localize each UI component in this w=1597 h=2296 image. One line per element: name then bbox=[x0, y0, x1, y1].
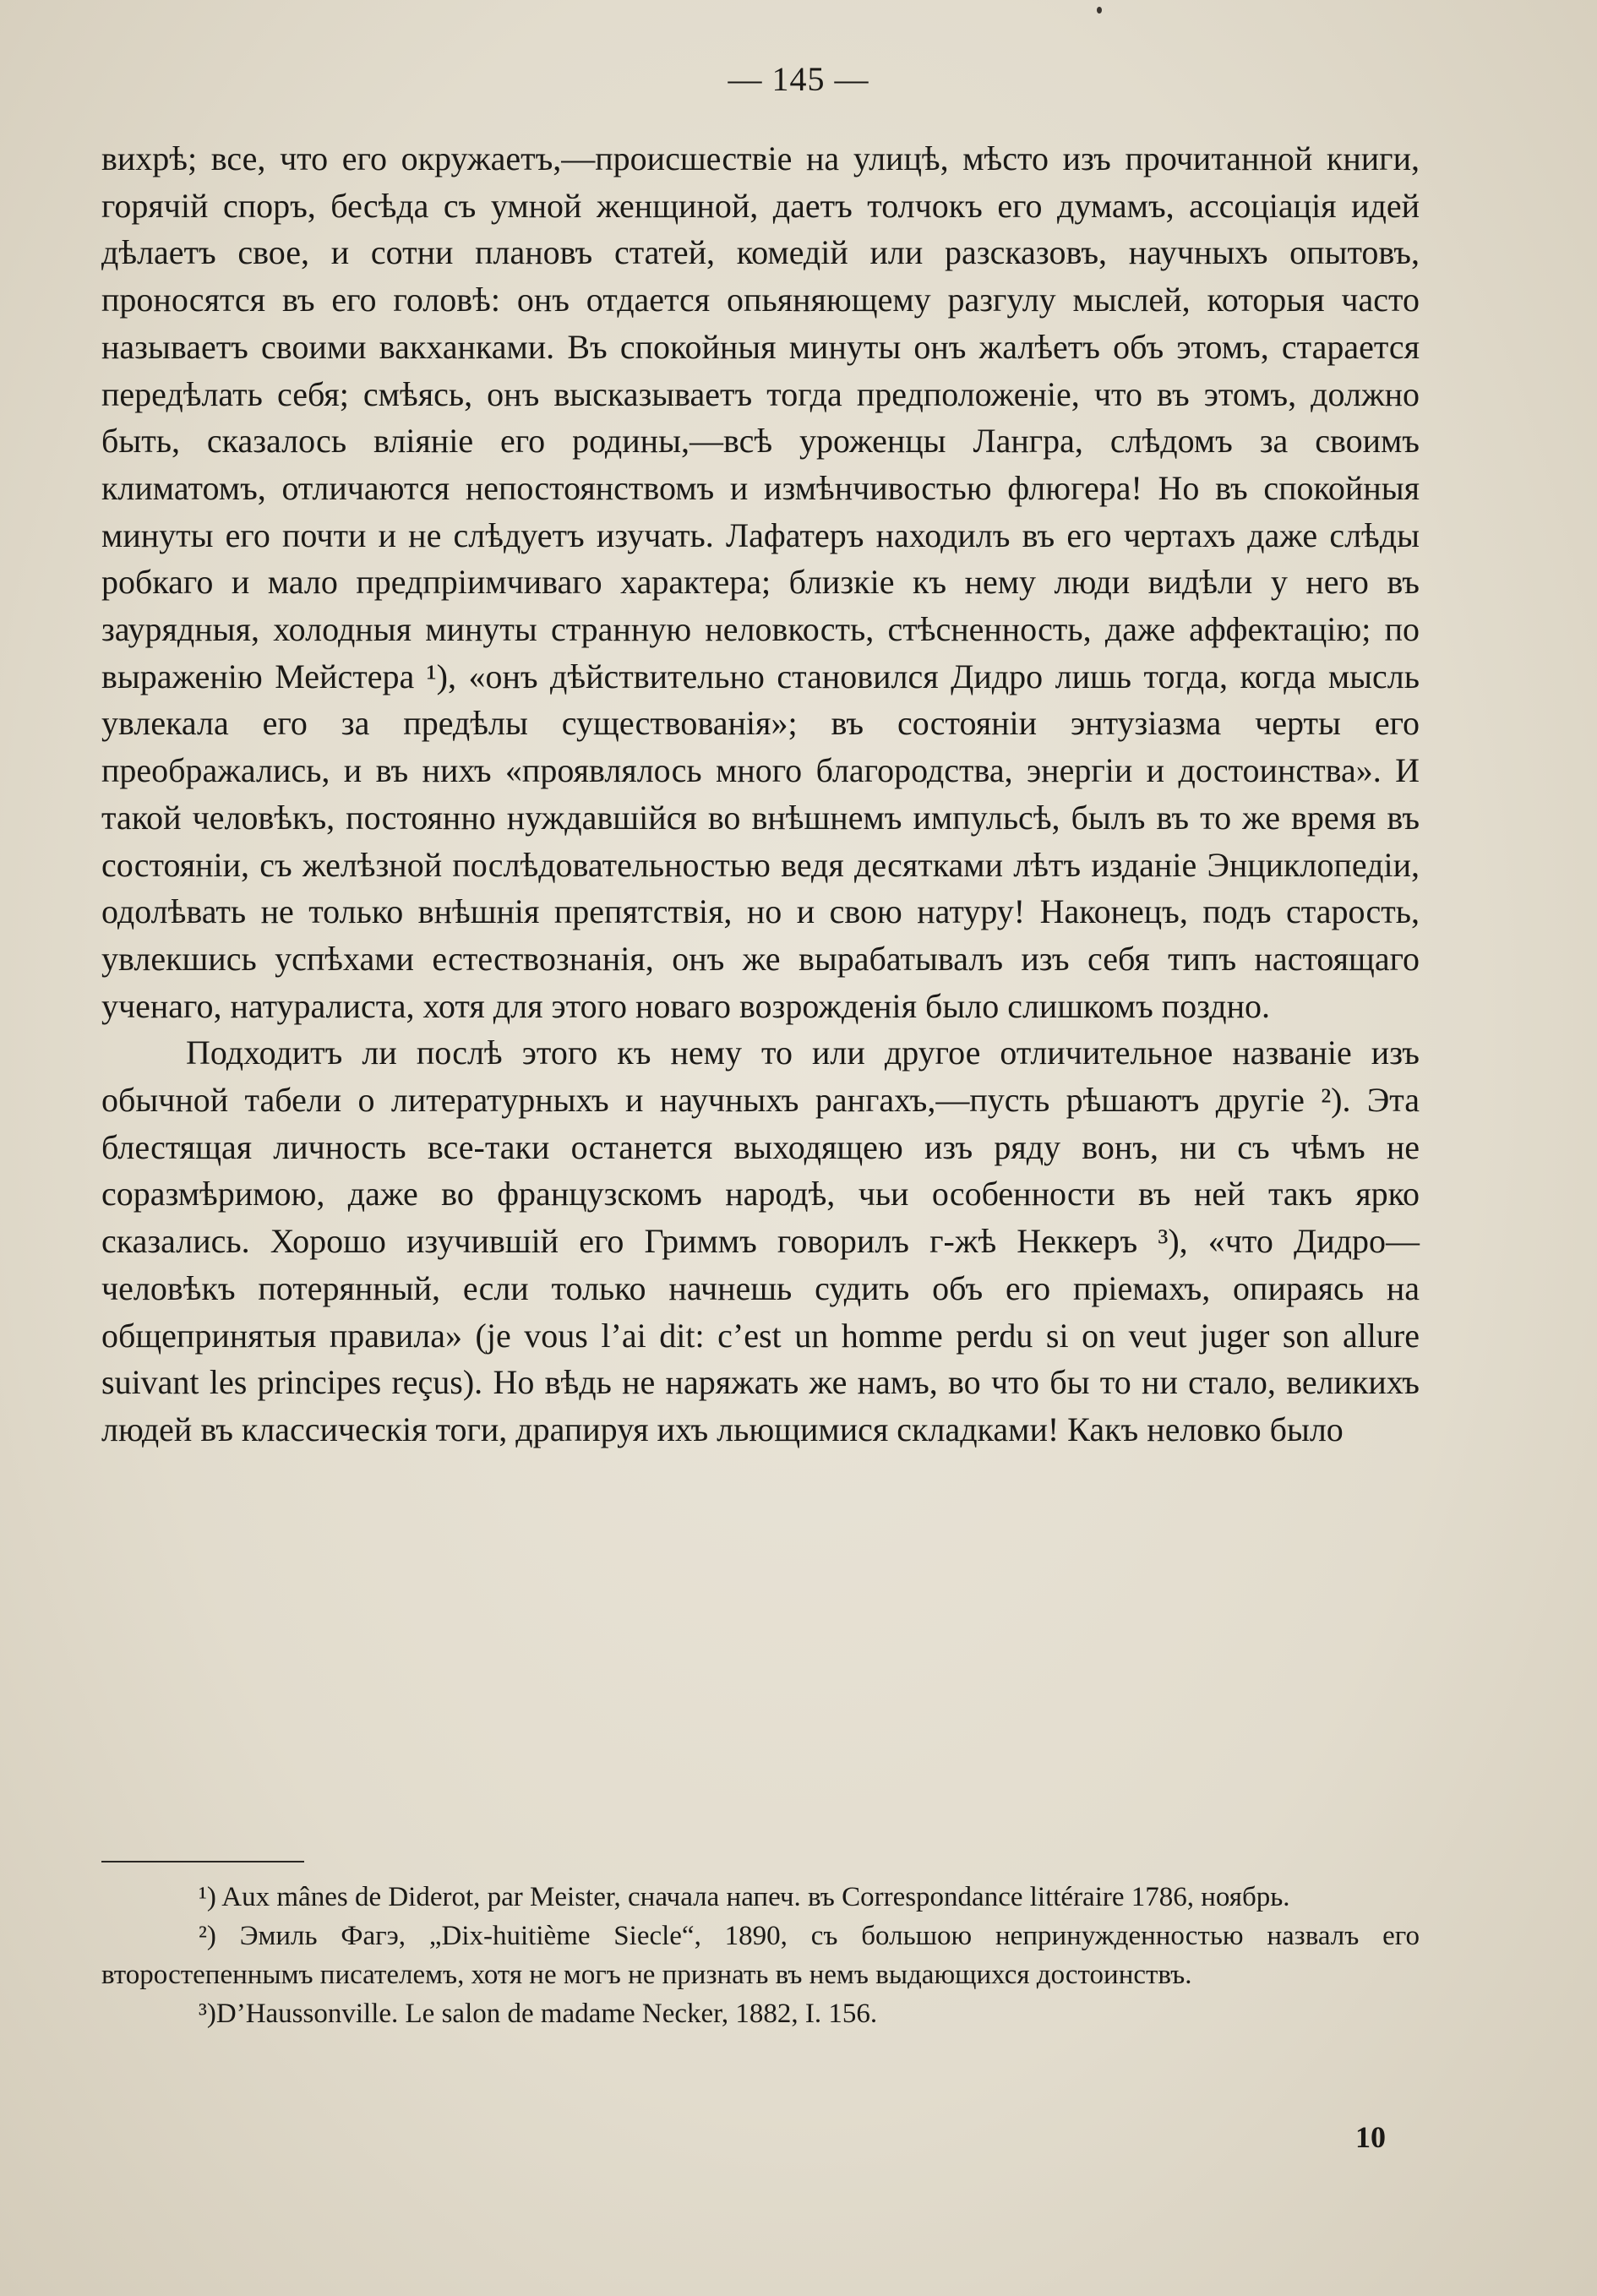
footnote-divider bbox=[101, 1861, 304, 1862]
paragraph-2: Подходитъ ли послѣ этого къ нему то или другое отличительное названіе изъ обычной табели о литературныхъ и научныхъ рангахъ,—пусть рѣшаютъ другіе ²). Эта блестящая личность все-таки останется выходящею изъ ряду вонъ, ни съ чѣмъ не соразмѣримою, даже во французскомъ народѣ, чьи особенности въ ней такъ ярко сказались. Хорошо изучившій его Гриммъ говорилъ г-жѣ Неккеръ ³), «что Дидро—человѣкъ потерянный, если только начнешь судить объ его пріемахъ, опираясь на общепринятыя правила» (je vous l’ai dit: c’est un homme perdu si on veut juger son allure suivant les principes reçus). Но вѣдь не наряжать же намъ, во что бы то ни стало, великихъ людей въ классическія тоги, драпируя ихъ льющимися складками! Какъ неловко было bbox=[101, 1033, 1420, 1448]
main-text bbox=[101, 135, 1420, 1453]
page-number-header: — 145 — bbox=[728, 60, 869, 98]
ink-speck bbox=[1097, 7, 1102, 14]
footnote-3: ³)D’Haussonville. Le salon de madame Necker, 1882, I. 156. bbox=[199, 1999, 878, 2029]
footnote-1: ¹) Aux mânes de Diderot, par Meister, сначала напеч. въ Correspondance littéraire 1786, ноябрь. bbox=[199, 1882, 1290, 1912]
footnote-2: ²) Эмиль Фагэ, „Dix-huitième Siecle“, 1890, съ большою непринужденностью назвалъ его второстепеннымъ писателемъ, хотя не могъ не признать въ немъ выдающихся достоинствъ. bbox=[101, 1921, 1420, 1990]
paragraph-1: вихрѣ; все, что его окружаетъ,—происшествіе на улицѣ, мѣсто изъ прочитанной книги, горячій споръ, бесѣда съ умной женщиной, даетъ толчокъ его думамъ, ассоціація идей дѣлаетъ свое, и сотни плановъ статей, комедій или разсказовъ, научныхъ опытовъ, проносятся въ его головѣ: онъ отдается опьяняющему разгулу мыслей, которыя часто называетъ своими вакханками. Въ спокойныя минуты онъ жалѣетъ объ этомъ, старается передѣлать себя; смѣясь, онъ высказываетъ тогда предположеніе, что въ этомъ, должно быть, сказалось вліяніе его родины,—всѣ уроженцы Лангра, слѣдомъ за своимъ климатомъ, отличаются непостоянствомъ и измѣнчивостью флюгера! Но въ спокойныя минуты его почти и не слѣдуетъ изучать. Лафатеръ находилъ въ его чертахъ даже слѣды робкаго и мало предпріимчиваго характера; близкіе къ нему люди видѣли у него въ заурядныя, холодныя минуты странную неловкость, стѣсненность, даже аффектацію; по выраженію Мейстера ¹), «онъ дѣйствительно становился Дидро лишь тогда, когда мысль увлекала его за предѣлы существованія»; въ состояніи энтузіазма черты его преображались, и въ нихъ «проявлялось много благородства, энергіи и достоинства». И такой человѣкъ, постоянно нуждавшійся во внѣшнемъ импульсѣ, былъ въ то же время въ состояніи, съ желѣзной послѣдовательностью ведя десятками лѣтъ изданіе Энциклопедіи, одолѣвать не только внѣшнія препятствія, но и свою натуру! Наконецъ, подъ старость, увлекшись успѣхами естествознанія, онъ же вырабатывалъ изъ себя типъ настоящаго ученаго, натуралиста, хотя для этого новаго возрожденія было слишкомъ поздно. bbox=[101, 139, 1420, 1025]
footnotes bbox=[101, 1878, 1420, 2033]
signature-mark: 10 bbox=[1355, 2120, 1386, 2154]
